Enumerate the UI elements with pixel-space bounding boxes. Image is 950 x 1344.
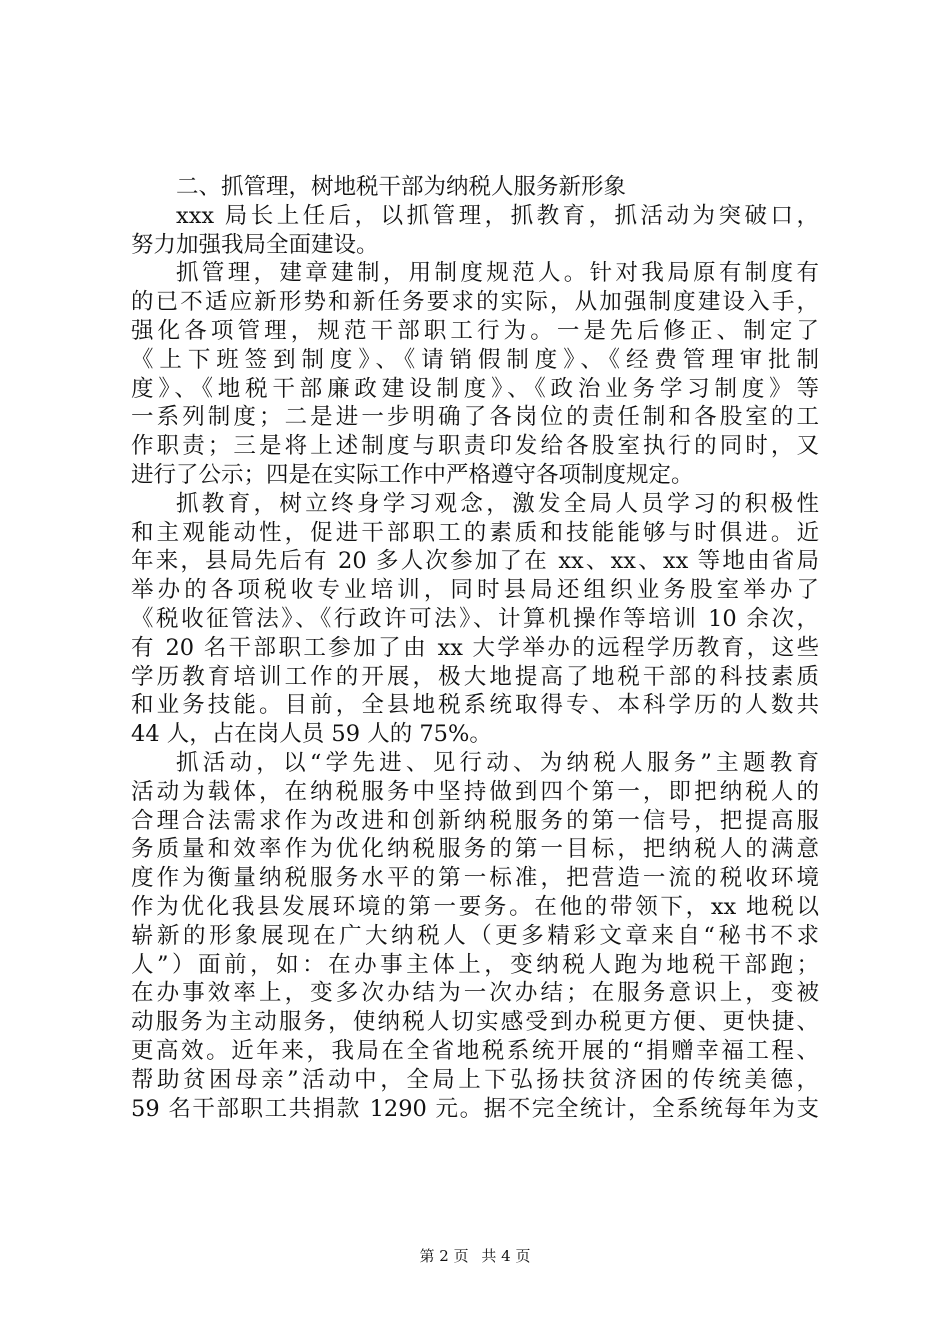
text-line: 崭新的形象展现在广大纳税人（更多精彩文章来自“秘书不求 [131,922,819,949]
text-line: 度》、《地税干部廉政建设制度》、《政治业务学习制度》等 [131,375,819,402]
text-line: 动服务为主动服务，使纳税人切实感受到办税更方便、更快捷、 [131,1009,819,1036]
text-line: 度作为衡量纳税服务水平的第一标准，把营造一流的税收环境 [131,865,819,892]
text-line: 《税收征管法》、《行政许可法》、计算机操作等培训 10 余次， [131,605,819,632]
text-line: 年来，县局先后有 20 多人次参加了在 xx、xx、xx 等地由省局 [131,548,819,575]
text-line: 举办的各项税收专业培训，同时县局还组织业务股室举办了 [131,577,819,604]
text-line: xxx 局长上任后，以抓管理，抓教育，抓活动为突破口， [176,202,819,229]
text-line: 进行了公示；四是在实际工作中严格遵守各项制度规定。 [131,461,694,488]
text-line: 作职责；三是将上述制度与职责印发给各股室执行的同时，又 [131,433,819,460]
text-line: 抓活动，以“学先进、见行动、为纳税人服务”主题教育 [176,749,819,776]
text-line: 强化各项管理，规范干部职工行为。一是先后修正、制定了 [131,317,819,344]
document-body [131,173,819,1123]
text-line: 二、抓管理，树地税干部为纳税人服务新形象 [176,174,627,200]
text-line: 和业务技能。目前，全县地税系统取得专、本科学历的人数共 [131,692,819,719]
page-footer [0,1245,950,1266]
text-line: 《上下班签到制度》、《请销假制度》、《经费管理审批制 [131,346,819,373]
text-line: 抓教育，树立终身学习观念，激发全局人员学习的积极性 [176,490,819,517]
text-line: 抓管理，建章建制，用制度规范人。针对我局原有制度有 [176,260,819,287]
text-line: 更高效。近年来，我局在全省地税系统开展的“捐赠幸福工程、 [131,1037,819,1064]
text-line: 学历教育培训工作的开展，极大地提高了地税干部的科技素质 [131,663,819,690]
text-line: 作为优化我县发展环境的第一要务。在他的带领下，xx 地税以 [131,893,819,920]
text-line: 人”）面前，如：在办事主体上，变纳税人跑为地税干部跑； [131,951,819,978]
text-line: 帮助贫困母亲”活动中，全局上下弘扬扶贫济困的传统美德， [131,1066,819,1093]
page-total: 共 4 页 [481,1247,531,1265]
text-line: 活动为载体，在纳税服务中坚持做到四个第一，即把纳税人的 [131,778,819,805]
text-line: 在办事效率上，变多次办结为一次办结；在服务意识上，变被 [131,980,819,1007]
page-number: 第 2 页 [419,1247,469,1265]
text-line: 合理合法需求作为改进和创新纳税服务的第一信号，把提高服 [131,807,819,834]
text-line: 一系列制度；二是进一步明确了各岗位的责任制和各股室的工 [131,404,819,431]
text-line: 务质量和效率作为优化纳税服务的第一目标，把纳税人的满意 [131,836,819,863]
text-line: 和主观能动性，促进干部职工的素质和技能能够与时俱进。近 [131,519,819,546]
text-line: 有 20 名干部职工参加了由 xx 大学举办的远程学历教育，这些 [131,634,819,661]
text-line: 的已不适应新形势和新任务要求的实际，从加强制度建设入手， [131,289,819,316]
text-line: 44 人，占在岗人员 59 人的 75%。 [131,721,492,748]
text-line: 59 名干部职工共捐款 1290 元。据不完全统计，全系统每年为支 [131,1095,819,1122]
text-line: 努力加强我局全面建设。 [131,231,379,258]
